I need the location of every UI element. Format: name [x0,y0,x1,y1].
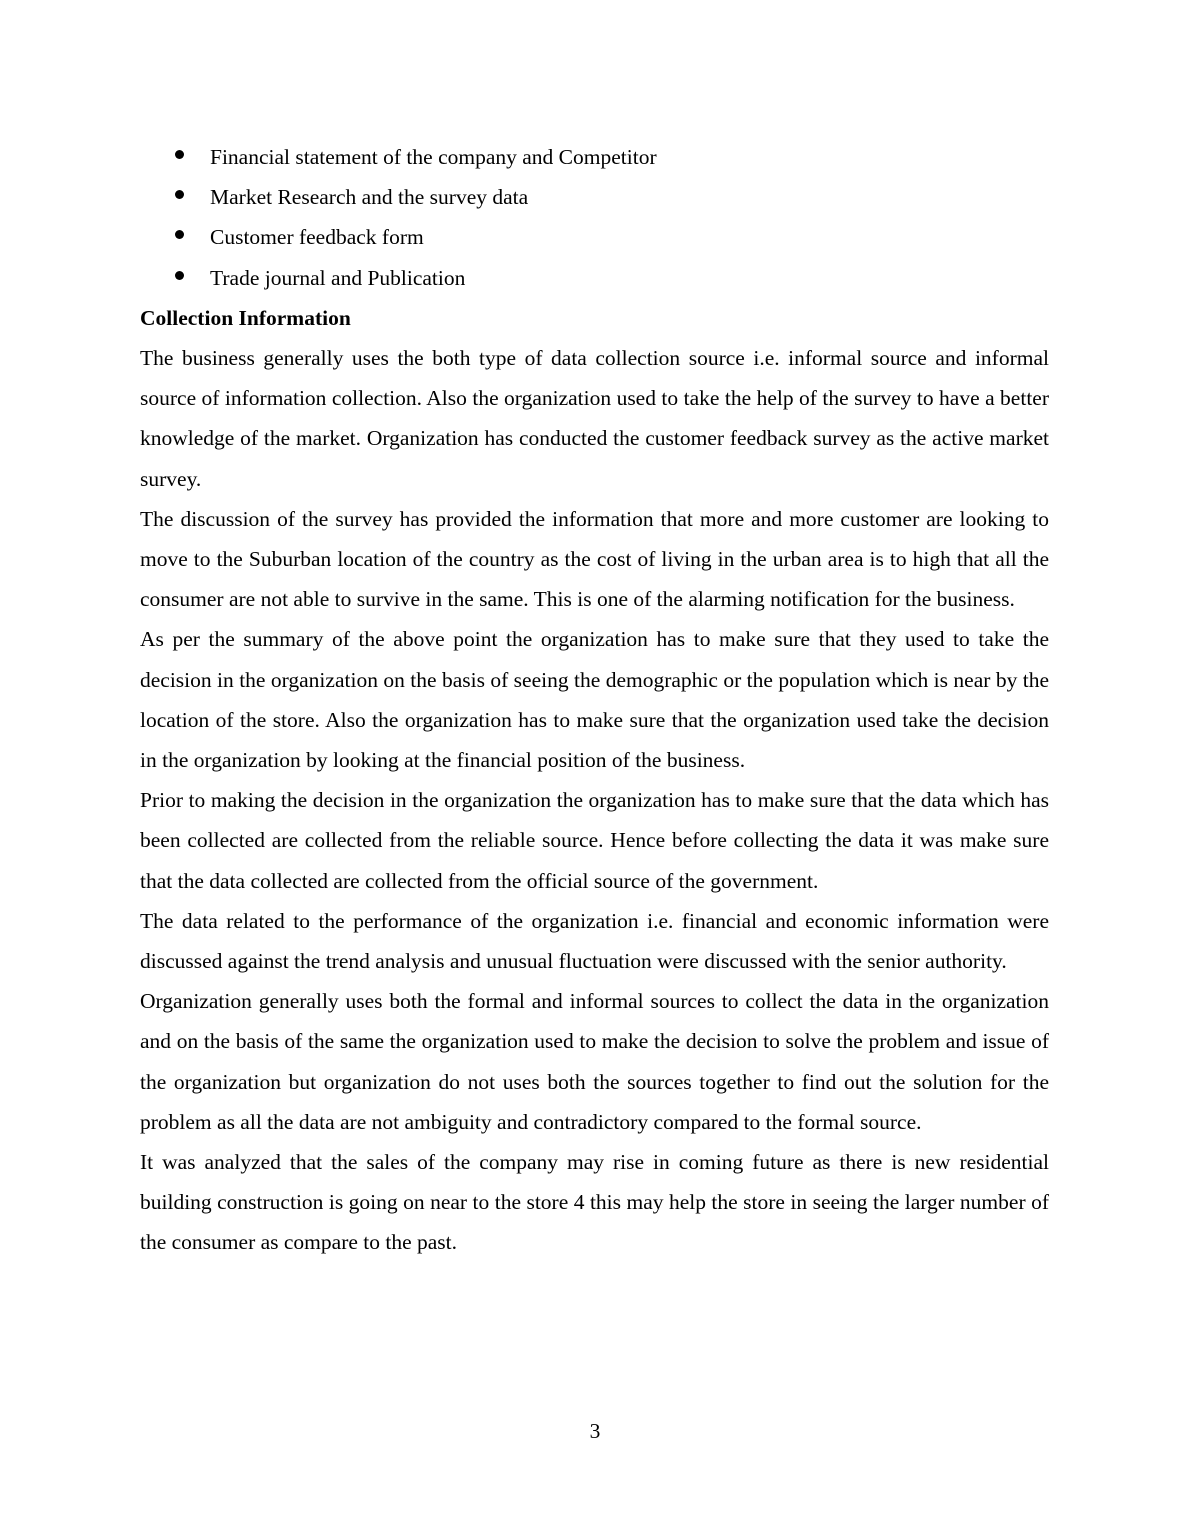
list-item [140,177,1049,217]
paragraph: The discussion of the survey has provided the information that more and more customer are looking to move to the Suburban location of the country as the cost of living in the urban area is to high that all the consumer are not able to survive in the same. This is one of the alarming notification for the business. [140,506,1049,612]
page-number: 3 [589,1419,601,1443]
list-item [140,217,1049,257]
paragraph: Organization generally uses both the formal and informal sources to collect the data in the organization and on the basis of the same the organization used to make the decision to solve the problem and issue of the organization but organization do not uses both the sources together to find out the solution for the problem as all the data are not ambiguity and contradictory compared to the formal source. [140,989,1049,1134]
list-item [140,137,1049,177]
bullet-icon [175,190,184,199]
paragraph: It was analyzed that the sales of the company may rise in coming future as there is new residential building construction is going on near to the store 4 this may help the store in seeing the larger number of the consumer as compare to the past. [140,1150,1049,1255]
list-item-text: Market Research and the survey data [210,185,529,210]
bullet-list [140,137,1049,298]
paragraph: The data related to the performance of the organization i.e. financial and economic information were discussed against the trend analysis and unusual fluctuation were discussed with the senior authority. [140,908,1049,973]
paragraph: Prior to making the decision in the organization the organization has to make sure that the data which has been collected are collected from the reliable source. Hence before collecting the data it was make sure that the data collected are collected from the official source of the government. [140,788,1049,893]
document-page [140,137,1049,1263]
paragraph: The business generally uses the both type of data collection source i.e. informal source and informal source of information collection. Also the organization used to take the help of the survey to have a better knowledge of the market. Organization has conducted the customer feedback survey as the active market survey. [140,345,1049,491]
paragraph: As per the summary of the above point the organization has to make sure that they used to take the decision in the organization on the basis of seeing the demographic or the population which is near by the location of the store. Also the organization has to make sure that the organization used take the decision in the organization by looking at the financial position of the business. [140,627,1049,772]
bullet-icon [175,150,184,159]
bullet-icon [175,271,184,280]
list-item [140,258,1049,298]
section-heading: Collection Information [140,305,351,330]
bullet-icon [175,230,184,239]
list-item-text: Financial statement of the company and Competitor [210,145,657,169]
list-item-text: Trade journal and Publication [210,265,466,290]
list-item-text: Customer feedback form [210,225,424,250]
